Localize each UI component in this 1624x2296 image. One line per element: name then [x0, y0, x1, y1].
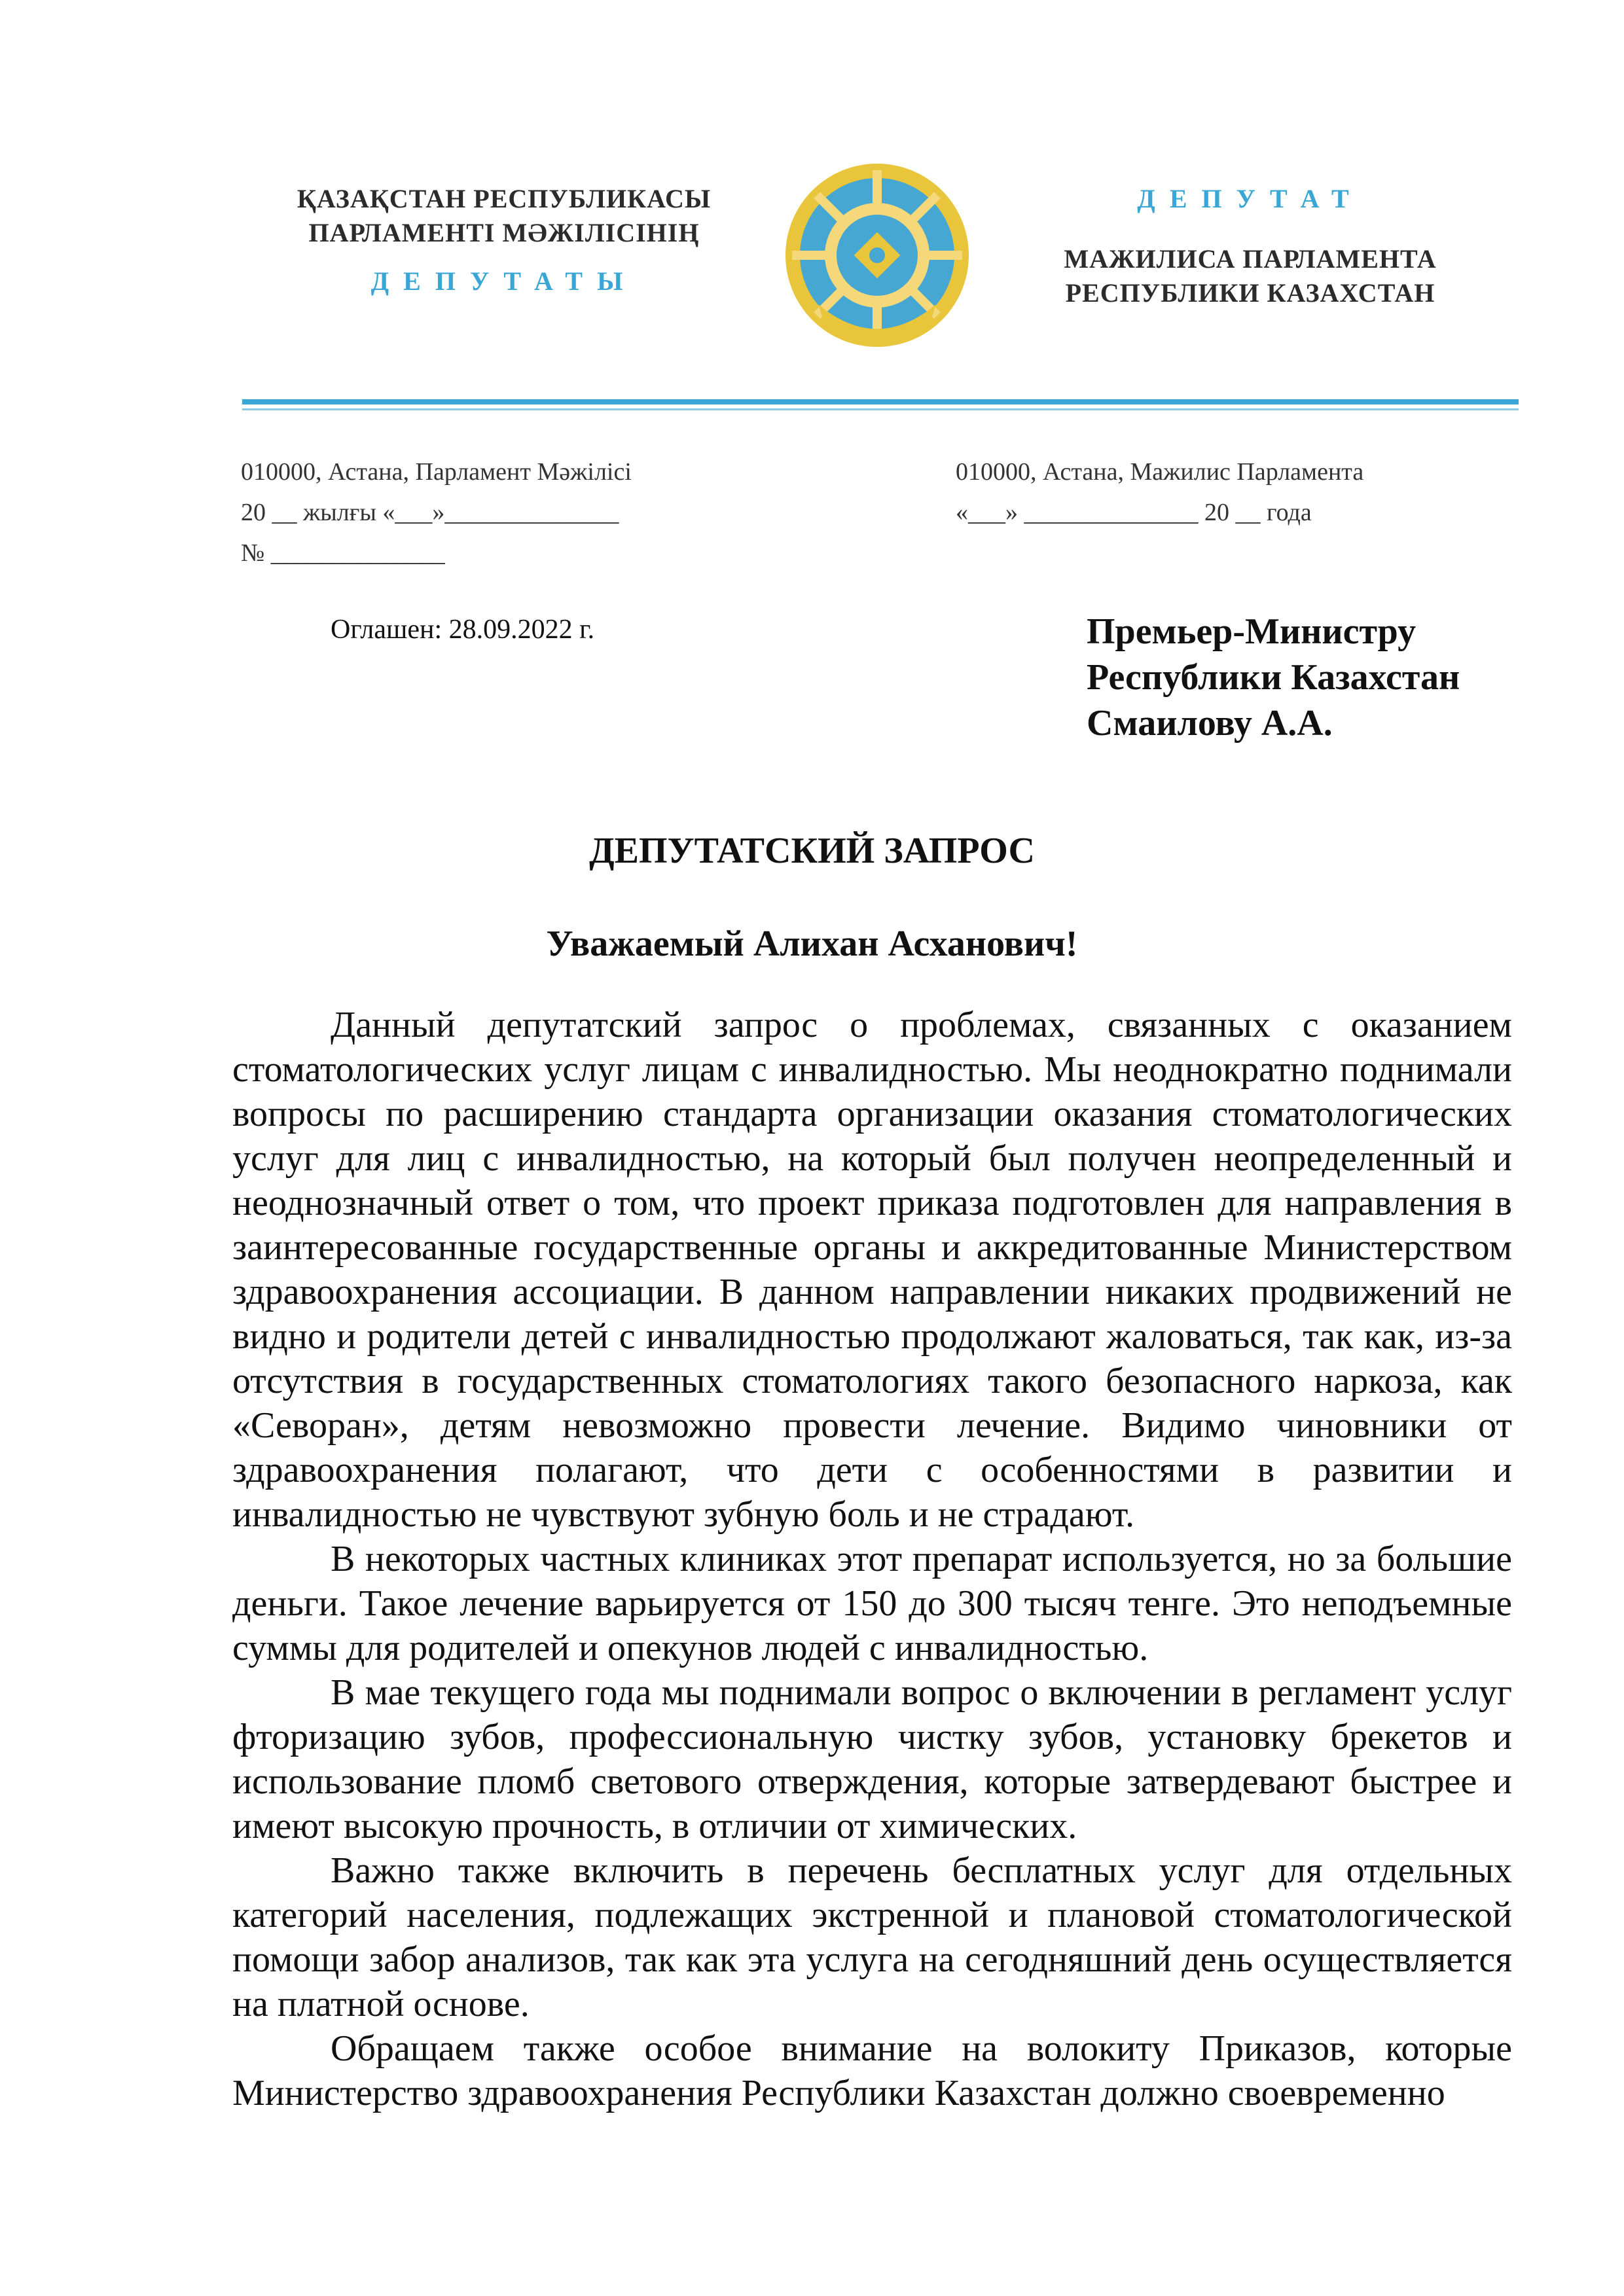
address-right [956, 452, 1363, 533]
body-paragraph: Данный депутатский запрос о проблемах, связанных с оказанием стоматологических услуг лицам с инвалидностью. Мы неоднократно поднимали вопросы по расширению стандарта организации оказания стоматологических услуг для лиц с инвалидностью, на который был получен неопределенный и неоднозначный ответ о том, что проект приказа подготовлен для направления в заинтересованные государственные органы и аккредитованные Министерством здравоохранения ассоциации. В данном направлении никаких продвижений не видно и родители детей с инвалидностью продолжают жаловаться, так как, из-за отсутствия в государственных стоматологиях такого безопасного наркоза, как «Севоран», детям невозможно провести лечение. Видимо чиновники от здравоохранения полагают, что дети с особенностями в развитии и инвалидностью не чувствуют зубную боль и не страдают. [232, 1005, 1512, 1535]
header-right-line1: МАЖИЛИСА ПАРЛАМЕНТА [1064, 244, 1437, 274]
header-left-line2: ПАРЛАМЕНТІ МӘЖІЛІСІНІҢ [308, 218, 700, 247]
header-divider-thin [242, 408, 1519, 410]
address-right-line1: 010000, Астана, Мажилис Парламента [956, 458, 1364, 486]
body-paragraph: В мае текущего года мы поднимали вопрос о включении в регламент услуг фторизацию зубов, профессиональную чистку зубов, установку брекетов и использование пломб светового отверждения, которые затвердевают быстрее и имеют высокую прочность, в отличии от химических. [232, 1672, 1512, 1846]
body-paragraph: Обращаем также особое внимание на волокиту Приказов, которые Министерство здравоохранения Республики Казахстан должно своевременно [232, 2028, 1512, 2113]
header-divider [242, 399, 1519, 404]
document-title: ДЕПУТАТСКИЙ ЗАПРОС [589, 831, 1035, 871]
address-left-line3: № ______________ [241, 539, 445, 567]
announced-date: Оглашен: 28.09.2022 г. [331, 615, 595, 645]
header-right-line2: РЕСПУБЛИКИ КАЗАХСТАН [1065, 278, 1435, 308]
document-body [232, 1003, 1512, 2115]
header-left-block [275, 182, 733, 298]
address-left-line1: 010000, Астана, Парламент Мәжілісі [241, 458, 632, 486]
salutation: Уважаемый Алихан Асханович! [546, 924, 1078, 964]
kazakhstan-emblem-icon [779, 157, 975, 353]
addressee-line3: Смаилову А.А. [1087, 703, 1333, 744]
body-paragraph: В некоторых частных клиниках этот препарат используется, но за большие деньги. Такое лечение варьируется от 150 до 300 тысяч тенге. Это неподъемные суммы для родителей и опекунов людей с инвалидностью. [232, 1539, 1512, 1668]
header-right-deputy: ДЕПУТАТ [1137, 184, 1363, 213]
address-left-line2: 20 __ жылғы «___»______________ [241, 499, 619, 526]
header-left-deputy: ДЕПУТАТЫ [370, 266, 638, 296]
addressee-line2: Республики Казахстан [1087, 657, 1460, 698]
header-left-line1: ҚАЗАҚСТАН РЕСПУБЛИКАСЫ [297, 184, 712, 213]
address-left [241, 452, 632, 573]
address-right-line2: «___» ______________ 20 __ года [956, 499, 1312, 526]
header-right-block [1021, 182, 1479, 310]
body-paragraph: Важно также включить в перечень бесплатных услуг для отдельных категорий населения, подлежащих экстренной и плановой стоматологической помощи забор анализов, так как эта услуга на сегодняшний день осуществляется на платной основе. [232, 1850, 1512, 2024]
addressee-block [1087, 609, 1460, 746]
addressee-line1: Премьер-Министру [1087, 611, 1416, 652]
